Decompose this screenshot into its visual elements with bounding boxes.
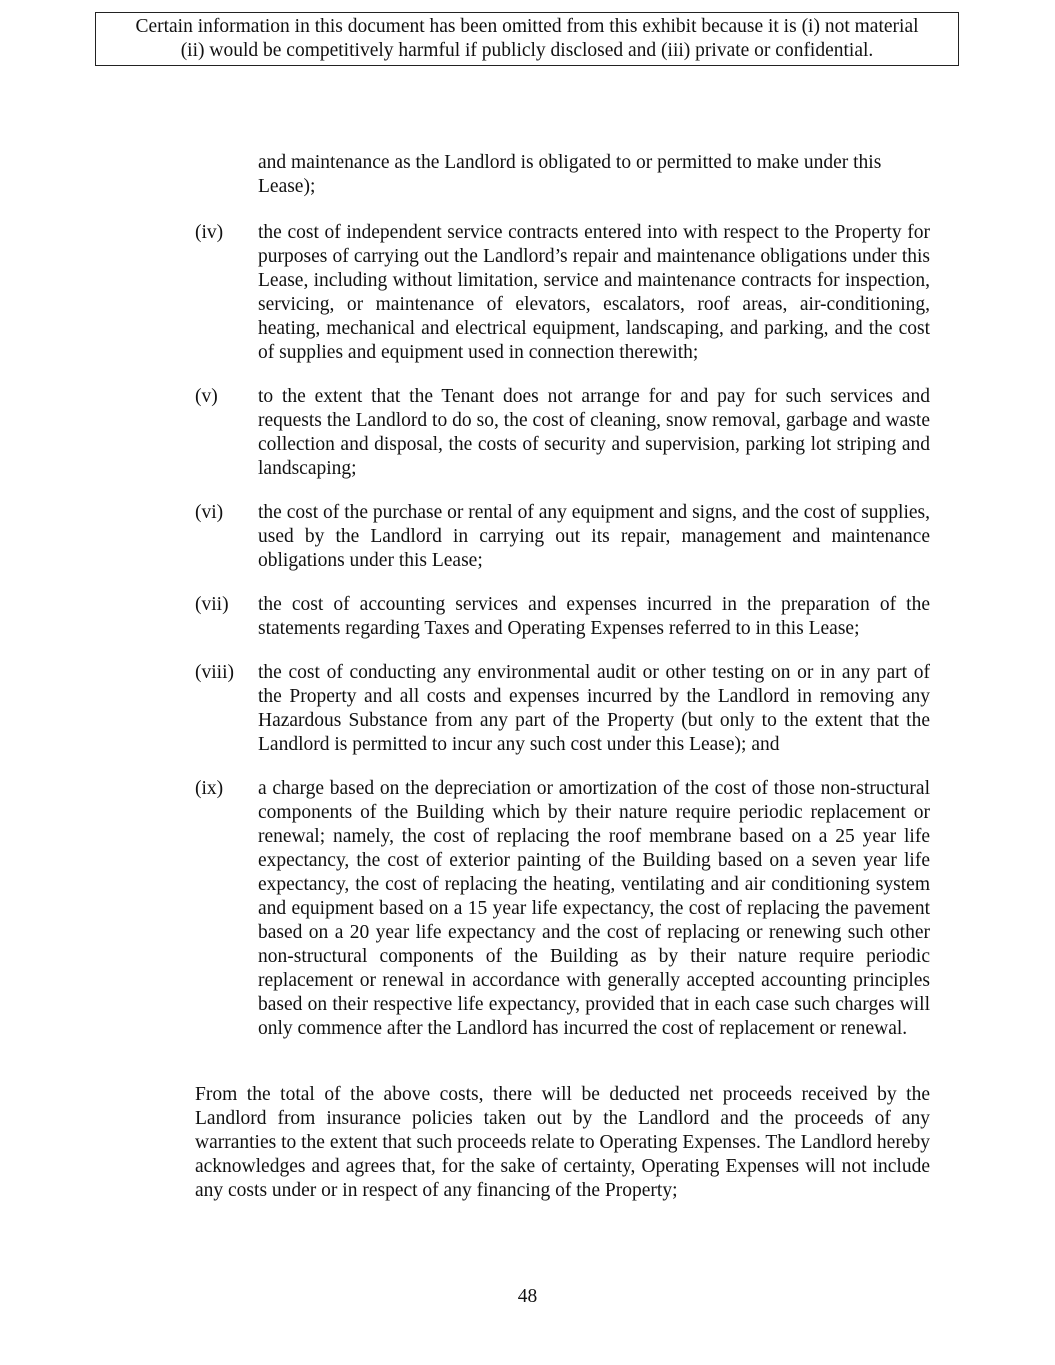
list-item-text: to the extent that the Tenant does not arrange for and pay for such services and requests the Landlord to do so, the cost of cleaning, snow removal, garbage and waste collection and disposal, the costs of security and supervision, parking lot striping and landscaping;	[258, 386, 930, 479]
list-item-text: the cost of conducting any environmental audit or other testing on or in any part of the Property and all costs and expenses incurred by the Landlord in removing any Hazardous Substance from any part of the Property (but only to the extent that the Landlord is permitted to incur any such cost under this Lease); and	[258, 662, 930, 755]
list-item-text: the cost of the purchase or rental of any equipment and signs, and the cost of supplies, used by the Landlord in carrying out its repair, management and maintenance obligations under this Lease;	[258, 502, 930, 571]
list-item-text: the cost of accounting services and expenses incurred in the preparation of the statements regarding Taxes and Operating Expenses referred to in this Lease;	[258, 594, 930, 639]
list-item-text: a charge based on the depreciation or amortization of the cost of those non-structural components of the Building which by their nature require periodic replacement or renewal; namely, the cost of replacing the roof membrane based on a 25 year life expectancy, the cost of exterior painting of the Building based on a seven year life expectancy, the cost of replacing the heating, ventilating and air conditioning system and equipment based on a 15 year life expectancy, the cost of replacing the pavement based on a 20 year life expectancy and the cost of replacing or renewing such other non-structural components of the Building as by their nature require periodic replacement or renewal in accordance with generally accepted accounting principles based on their respective life expectancy, provided that in each case such charges will only commence after the Landlord has incurred the cost of replacement or renewal.	[258, 778, 930, 1039]
list-item-number: (vi)	[195, 502, 224, 523]
confidentiality-notice-box	[95, 12, 959, 66]
list-item-number: (ix)	[195, 778, 224, 799]
list-item-text: the cost of independent service contracts entered into with respect to the Property for purposes of carrying out the Landlord’s repair and maintenance obligations under this Lease, including without limitation, service and maintenance contracts for inspection, servicing, or maintenance of elevators, escalators, roof areas, air-conditioning, heating, mechanical and electrical equipment, landscaping, and parking, and the cost of supplies and equipment used in connection therewith;	[258, 222, 930, 363]
continuation-text: and maintenance as the Landlord is obligated to or permitted to make under this Lease);	[258, 152, 882, 197]
notice-line-1: Certain information in this document has been omitted from this exhibit because it is (i) not material	[135, 16, 919, 37]
list-item-number: (v)	[195, 386, 218, 407]
list-item-number: (iv)	[195, 222, 224, 243]
notice-line-2: (ii) would be competitively harmful if publicly disclosed and (iii) private or confidential.	[180, 40, 874, 61]
list-item-number: (viii)	[195, 662, 234, 683]
list-item-number: (vii)	[195, 594, 229, 615]
closing-paragraph: From the total of the above costs, there will be deducted net proceeds received by the Landlord from insurance policies taken out by the Landlord and the proceeds of any warranties to the extent that such proceeds relate to Operating Expenses. The Landlord hereby acknowledges and agrees that, for the sake of certainty, Operating Expenses will not include any costs under or in respect of any financing of the Property;	[195, 1084, 930, 1201]
page-number: 48	[517, 1286, 538, 1307]
